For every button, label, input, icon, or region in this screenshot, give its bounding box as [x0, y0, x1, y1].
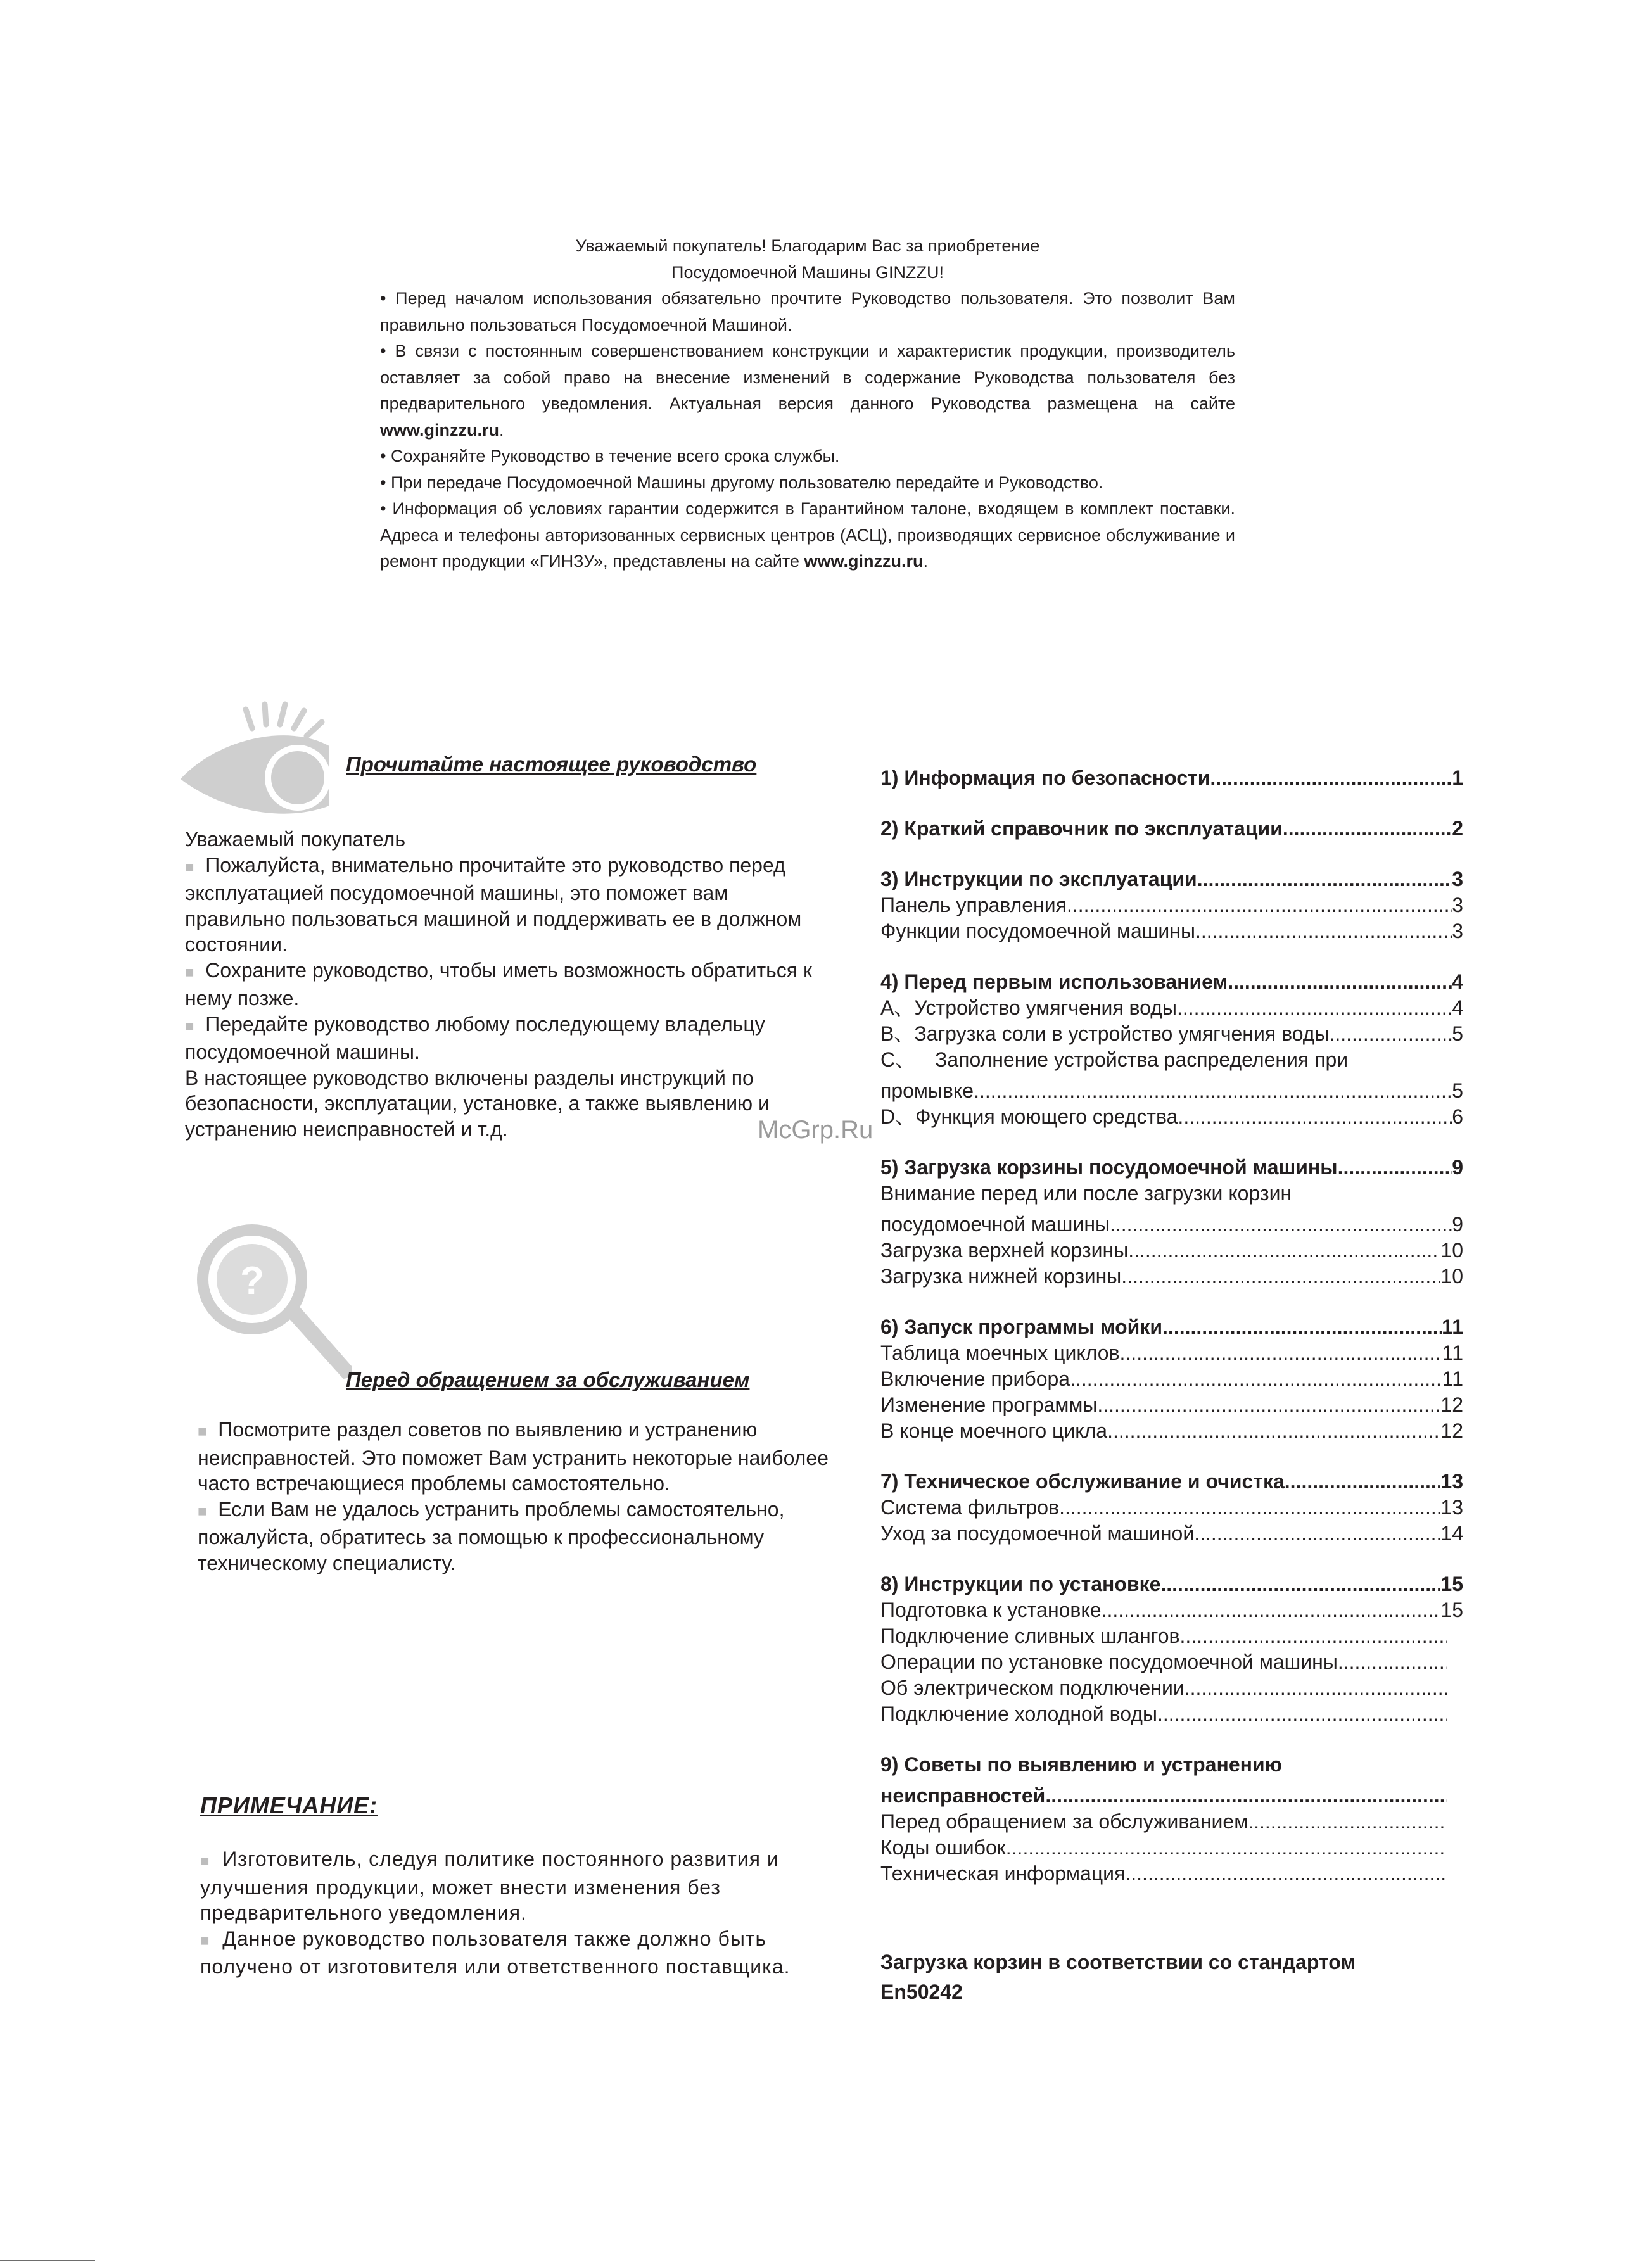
read-closing: В настоящее руководство включены разделы инструкций по безопасности, эксплуатации, установке, а также выявлению и устранению неисправностей и т.д.: [185, 1066, 770, 1141]
eye-icon: [177, 697, 361, 823]
toc-page: 15: [1440, 1573, 1463, 1595]
toc-page: 5: [1452, 1079, 1463, 1102]
toc-label: Включение прибора: [880, 1367, 1070, 1390]
note-item-1: [200, 1846, 796, 1926]
toc-leader: [1045, 1783, 1447, 1809]
toc-section-3[interactable]: [880, 866, 1463, 892]
toc-leader: [1059, 1495, 1440, 1521]
toc-label: Заполнение устройства распределения при: [935, 1048, 1349, 1071]
toc-page: 3: [1452, 868, 1463, 890]
toc-page: 3: [1452, 920, 1463, 942]
toc-section-4[interactable]: [880, 969, 1463, 995]
toc-page: 4: [1452, 996, 1463, 1019]
toc-title: 4) Перед первым использованием: [880, 970, 1228, 993]
toc-leader: [1110, 1212, 1452, 1238]
toc-leader: [1177, 995, 1452, 1021]
service-item-1: [198, 1417, 844, 1497]
toc-leader: [1102, 1597, 1441, 1623]
toc-item[interactable]: [880, 1809, 1447, 1835]
toc-item[interactable]: [880, 1495, 1463, 1521]
toc-label: Функции посудомоечной машины: [880, 920, 1195, 942]
read-greeting-b: покупатель: [300, 828, 406, 851]
intro-paragraph-1: • Перед началом использования обязательно прочтите Руководство пользователя. Это позволит Вам правильно пользоваться Посудомоечной Машиной.: [380, 289, 1235, 334]
toc-label: Изменение программы: [880, 1393, 1098, 1416]
toc-label: Подготовка к установке: [880, 1599, 1102, 1621]
toc-item[interactable]: [880, 1238, 1463, 1264]
toc-item[interactable]: [880, 918, 1463, 944]
toc-prefix: B、: [880, 1022, 915, 1045]
intro-paragraph-3: • Сохраняйте Руководство в течение всего срока службы.: [380, 447, 840, 466]
read-item-3-text: Передайте руководство любому последующему владельцу посудомоечной машины.: [185, 1012, 765, 1063]
toc-title: 2) Краткий справочник по эксплуатации: [880, 817, 1283, 840]
toc-leader: [1125, 1861, 1447, 1887]
toc-item-wrap[interactable]: Внимание перед или после загрузки корзин: [880, 1182, 1292, 1205]
service-item-1-text: Посмотрите раздел советов по выявлению и устранению неисправностей. Это поможет Вам устранить некоторые наиболее часто встречающиеся проблемы самостоятельно.: [198, 1418, 829, 1495]
toc-leader: [1338, 1649, 1447, 1675]
toc-title: 5) Загрузка корзины посудомоечной машины: [880, 1156, 1338, 1179]
toc-item[interactable]: [880, 1649, 1447, 1675]
toc-leader: [1121, 1264, 1440, 1289]
service-item-2: [198, 1497, 844, 1576]
toc-title: 8) Инструкции по установке: [880, 1573, 1161, 1595]
toc-item[interactable]: [880, 1701, 1447, 1727]
toc-page: 13: [1440, 1470, 1463, 1493]
toc-prefix: C、: [880, 1048, 916, 1071]
toc-title: 1) Информация по безопасности: [880, 766, 1210, 789]
toc-page: 15: [1440, 1599, 1463, 1621]
toc-item[interactable]: [880, 995, 1463, 1021]
toc-page: 11: [1442, 1341, 1463, 1364]
toc-leader: [1160, 1571, 1440, 1597]
toc-label: Коды ошибок: [880, 1836, 1006, 1859]
toc-label: промывке: [880, 1079, 974, 1102]
toc-title: неисправностей: [880, 1784, 1046, 1807]
toc-section-2[interactable]: [880, 816, 1463, 842]
toc-label: Функция моющего средства: [915, 1105, 1178, 1128]
toc-leader: [1097, 1392, 1440, 1418]
toc-item[interactable]: [880, 1861, 1447, 1887]
toc-leader: [1248, 1809, 1447, 1835]
toc-item[interactable]: [880, 1264, 1463, 1289]
toc-page: .1: [1446, 766, 1463, 789]
toc-page: 10: [1440, 1239, 1463, 1262]
note-item-2-text: Данное руководство пользователя также должно быть получено от изготовителя или ответственного поставщика.: [200, 1927, 791, 1978]
toc-label: Система фильтров: [880, 1496, 1060, 1519]
toc-label: Панель управления: [880, 894, 1067, 916]
service-section-title: Перед обращением за обслуживанием: [346, 1368, 750, 1391]
bullet-square-icon: ■: [200, 1853, 210, 1870]
toc-label: Подключение холодной воды: [880, 1702, 1157, 1725]
toc-leader: [1162, 1314, 1442, 1340]
read-greeting: [185, 827, 825, 852]
toc-page: 9: [1452, 1156, 1463, 1179]
toc-page: 11: [1442, 1367, 1463, 1390]
toc-leader: [1006, 1835, 1447, 1861]
toc-leader: [1194, 1521, 1440, 1547]
read-item-1: [185, 852, 825, 958]
toc-label: Устройство умягчения воды: [914, 996, 1177, 1019]
toc-section-8[interactable]: [880, 1571, 1463, 1597]
toc-page: 5: [1452, 1022, 1463, 1045]
toc-item[interactable]: [880, 1340, 1463, 1366]
toc-leader: [1070, 1366, 1442, 1392]
intro-paragraph-5-text: • Информация об условиях гарантии содержится в Гарантийном талоне, входящем в комплект поставки. Адреса и телефоны авторизованных сервисных центров (АСЦ), производящих сервисное обслуживание и ремонт продукции «ГИНЗУ», представлены на сайте: [380, 499, 1235, 571]
toc-leader: [1338, 1155, 1452, 1181]
toc-leader: [1228, 969, 1452, 995]
toc-leader: [1197, 866, 1452, 892]
toc-item[interactable]: [880, 1623, 1447, 1649]
standard-note-line2: En50242: [880, 1980, 963, 2003]
toc-item[interactable]: [880, 1597, 1463, 1623]
table-of-contents: [880, 765, 1463, 1887]
toc-item[interactable]: [880, 1078, 1463, 1104]
read-section-title: Прочитайте настоящее руководство: [346, 752, 757, 776]
toc-page: 11: [1442, 1315, 1463, 1338]
toc-item[interactable]: [880, 1418, 1463, 1444]
toc-label: Операции по установке посудомоечной машины: [880, 1650, 1338, 1673]
toc-item-wrap[interactable]: [880, 1047, 1463, 1073]
read-item-1-text: Пожалуйста, внимательно прочитайте это руководство перед эксплуатацией посудомоечной машины, это поможет вам правильно пользоваться машиной и поддерживать ее в должном состоянии.: [185, 853, 802, 956]
service-item-2-text: Если Вам не удалось устранить проблемы самостоятельно, пожалуйста, обратитесь за помощью к профессиональному техническому специалисту.: [198, 1497, 785, 1574]
toc-item[interactable]: [880, 1675, 1447, 1701]
toc-label: В конце моечного цикла: [880, 1419, 1108, 1442]
toc-page: 10: [1440, 1265, 1463, 1288]
note-section-title: ПРИМЕЧАНИЕ:: [200, 1792, 378, 1818]
toc-prefix: D、: [880, 1105, 916, 1128]
toc-leader: [1329, 1021, 1452, 1047]
toc-page: 6: [1452, 1105, 1463, 1128]
toc-leader: [1285, 1469, 1441, 1495]
toc-page: 12: [1440, 1393, 1463, 1416]
toc-section-7[interactable]: [880, 1469, 1463, 1495]
toc-label: Загрузка соли в устройство умягчения воды: [914, 1022, 1330, 1045]
toc-section-9-line1[interactable]: 9) Советы по выявлению и устранению: [880, 1753, 1282, 1776]
standard-note-line1: Загрузка корзин в соответствии со стандартом: [880, 1951, 1356, 1973]
note-section-body: [200, 1846, 796, 1980]
intro-paragraph-2: • В связи с постоянным совершенствованием конструкции и характеристик продукции, производитель оставляет за собой право на внесение изменений в содержание Руководства пользователя без предварительного уведомления. Актуальная версия данного Руководства размещена на сайте www.ginzzu.ru.: [380, 341, 1235, 440]
service-section-body: [198, 1417, 844, 1576]
toc-label: Об электрическом подключении: [880, 1676, 1185, 1699]
watermark: McGrp.Ru: [758, 1116, 873, 1144]
bullet-square-icon: ■: [185, 963, 194, 981]
intro-paragraph-2-text: • В связи с постоянным совершенствованием конструкции и характеристик продукции, производитель оставляет за собой право на внесение изменений в содержание Руководства пользователя без предварительного уведомления. Актуальная версия данного Руководства размещена на сайте: [380, 341, 1235, 413]
toc-page: 9: [1452, 1213, 1463, 1236]
toc-leader: [1067, 892, 1452, 918]
note-item-2: [200, 1926, 796, 1980]
toc-label: Таблица моечных циклов: [880, 1341, 1120, 1364]
toc-leader: [1107, 1418, 1440, 1444]
toc-page: 2: [1452, 817, 1463, 840]
toc-section-5[interactable]: [880, 1155, 1463, 1181]
toc-leader: [1283, 816, 1452, 842]
toc-label: Уход за посудомоечной машиной: [880, 1522, 1195, 1545]
toc-page: 14: [1440, 1522, 1463, 1545]
toc-item[interactable]: [880, 1021, 1463, 1047]
toc-label: Подключение сливных шлангов: [880, 1625, 1180, 1647]
toc-page: 12: [1440, 1419, 1463, 1442]
toc-label: Техническая информация: [880, 1862, 1126, 1885]
bullet-square-icon: ■: [200, 1932, 210, 1949]
toc-page: 3: [1452, 894, 1463, 916]
toc-item[interactable]: [880, 892, 1463, 918]
toc-leader: [1185, 1675, 1447, 1701]
toc-leader: [974, 1078, 1452, 1104]
toc-page: 13: [1440, 1496, 1463, 1519]
toc-section-1[interactable]: [880, 765, 1463, 791]
read-item-2: [185, 958, 825, 1011]
read-item-2-text: Сохраните руководство, чтобы иметь возможность обратиться к нему позже.: [185, 958, 813, 1010]
toc-leader: [1157, 1701, 1447, 1727]
toc-item[interactable]: [880, 1366, 1463, 1392]
bullet-square-icon: ■: [185, 1017, 194, 1035]
toc-section-9[interactable]: [880, 1783, 1447, 1809]
intro-site-link-1[interactable]: www.ginzzu.ru: [380, 420, 499, 440]
toc-leader: [1179, 1623, 1447, 1649]
bullet-square-icon: ■: [198, 1502, 207, 1520]
toc-title: 6) Запуск программы мойки: [880, 1315, 1163, 1338]
read-item-3: [185, 1011, 825, 1065]
intro-greeting-line2: Посудомоечной Машины GINZZU!: [671, 262, 944, 282]
note-item-1-text: Изготовитель, следуя политике постоянного развития и улучшения продукции, может внести изменения без предварительного уведомления.: [200, 1847, 779, 1924]
toc-label: посудомоечной машины: [880, 1213, 1110, 1236]
standard-note: [880, 1948, 1356, 2007]
toc-leader: [1178, 1104, 1452, 1130]
magnifier-question-icon: [196, 1219, 361, 1390]
toc-prefix: A、: [880, 996, 915, 1019]
toc-item[interactable]: [880, 1521, 1463, 1547]
toc-leader: [1210, 765, 1446, 791]
intro-paragraph-4: • При передаче Посудомоечной Машины другому пользователю передайте и Руководство.: [380, 472, 1103, 492]
toc-label: Загрузка нижней корзины: [880, 1265, 1122, 1288]
toc-label: Загрузка верхней корзины: [880, 1239, 1129, 1262]
toc-leader: [1195, 918, 1452, 944]
toc-page: 4: [1452, 970, 1463, 993]
toc-label: Перед обращением за обслуживанием: [880, 1810, 1248, 1833]
toc-item[interactable]: [880, 1104, 1463, 1130]
toc-item[interactable]: [880, 1392, 1463, 1418]
intro-site-link-2[interactable]: www.ginzzu.ru: [804, 552, 924, 571]
corner-line: [0, 2260, 95, 2261]
bullet-square-icon: ■: [185, 858, 194, 876]
toc-leader: [1128, 1238, 1440, 1264]
intro-block: [380, 233, 1235, 575]
toc-item[interactable]: [880, 1835, 1447, 1861]
toc-item[interactable]: [880, 1212, 1463, 1238]
toc-title: 7) Техническое обслуживание и очистка: [880, 1470, 1285, 1493]
intro-paragraph-5: • Информация об условиях гарантии содержится в Гарантийном талоне, входящем в комплект поставки. Адреса и телефоны авторизованных сервисных центров (АСЦ), производящих сервисное обслуживание и ремонт продукции «ГИНЗУ», представлены на сайте www.ginzzu.ru.: [380, 499, 1235, 571]
svg-text:?: ?: [240, 1259, 264, 1303]
toc-leader: [1120, 1340, 1442, 1366]
bullet-square-icon: ■: [198, 1423, 207, 1440]
toc-title: 3) Инструкции по эксплуатации: [880, 868, 1197, 890]
read-section-body: [185, 827, 825, 1142]
toc-section-6[interactable]: [880, 1314, 1463, 1340]
read-greeting-a: Уважаемый: [185, 828, 300, 851]
intro-greeting-line1: Уважаемый покупатель! Благодарим Вас за приобретение: [575, 236, 1040, 255]
